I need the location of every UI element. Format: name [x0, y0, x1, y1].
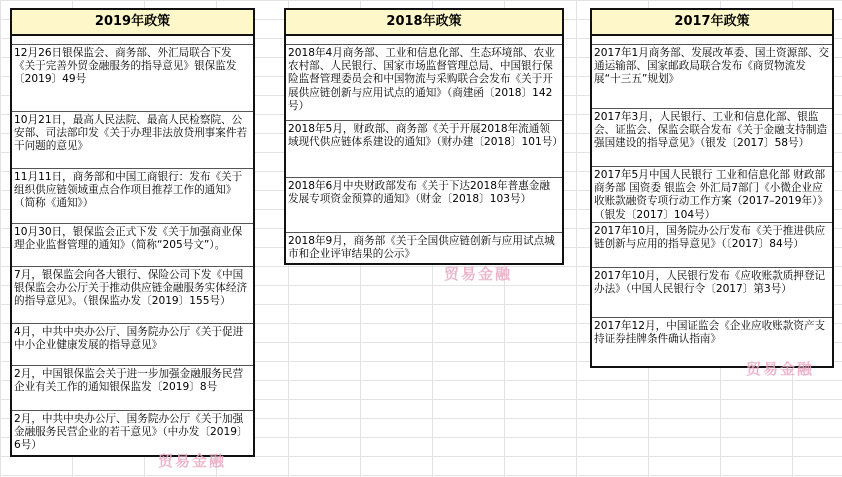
policy-cell: 2017年12月，中国证监会《企业应收账款资产支持证券挂牌条件确认指南》 [594, 320, 826, 346]
policy-cell: 10月30日，银保监会正式下发《关于加强商业保理企业监督管理的通知》（简称“205号文”）。 [12, 224, 253, 267]
spacer-row [12, 36, 253, 45]
policy-cell: 7月，银保监会向各大银行、保险公司下发《中国银保监会办公厅关于推动供应链金融服务实体经济的指导意见》。（银保监办发〔2019〕155号） [12, 267, 253, 324]
policy-cell: 2月，中共中央办公厅、国务院办公厅《关于加强金融服务民营企业的若干意见》（中办发〔2019〕6号） [14, 413, 248, 452]
policy-cell: 12月26日银保监会、商务部、外汇局联合下发《关于完善外贸金融服务的指导意见》银保监发〔2019〕49号 [12, 45, 253, 112]
policy-cell: 2018年4月商务部、工业和信息化部、生态环境部、农业农村部、人民银行、国家市场监督管理总局、中国银行保险监督管理委员会和中国物流与采购联合会发布《关于开展供应链创新与应用试点的通知》（商建函〔2018〕142号） [286, 45, 562, 121]
policy-cell: 11月11日，商务部和中国工商银行：发布《关于组织供应链领域重点合作项目推荐工作的通知》（简称《通知》） [12, 169, 253, 224]
policy-cell: 2017年10月，国务院办公厅发布《关于推进供应链创新与应用的指导意见》（〔2017〕84号） [592, 223, 832, 268]
watermark: 贸易金融 [444, 265, 513, 283]
policy-cell: 2017年3月，人民银行、工业和信息化部、银监会、证监会、保监会联合发布《关于金融支持制造强国建设的指导意见》（银发〔2017〕58号） [592, 109, 832, 167]
watermark: 贸易金融 [746, 360, 815, 378]
policy-cell: 2018年5月，财政部、商务部《关于开展2018年流通领域现代供应链体系建设的通知》（财办建〔2018〕101号） [286, 121, 562, 178]
policy-cell: 2017年1月商务部、发展改革委、国土资源部、交通运输部、国家邮政局联合发布《商贸物流发展“十三五”规划》 [592, 45, 832, 109]
column-header-2018: 2018年政策 [286, 10, 562, 36]
column-2018 [284, 8, 564, 265]
column-2017 [590, 8, 834, 368]
policy-cell: 2017年5月中国人民银行 工业和信息化部 财政部 商务部 国资委 银监会 外汇局7部门《小微企业应收账款融资专项行动工作方案（2017–2019年）》（银发〔2017〕104号） [592, 167, 832, 223]
column-header-2017: 2017年政策 [592, 10, 832, 36]
spacer-row [592, 36, 832, 45]
column-header-2019: 2019年政策 [12, 10, 253, 36]
policy-cell: 10月21日，最高人民法院、最高人民检察院、公安部、司法部印发《关于办理非法放贷刑事案件若干问题的意见》 [12, 112, 253, 169]
column-2019 [10, 8, 255, 457]
spacer-row [286, 36, 562, 45]
policy-cell: 2017年10月，人民银行发布《应收账款质押登记办法》（中国人民银行令〔2017〕第3号） [592, 268, 832, 318]
watermark: 贸易金融 [158, 452, 227, 470]
policy-cell: 2018年9月，商务部《关于全国供应链创新与应用试点城市和企业评审结果的公示》 [288, 235, 555, 261]
policy-cell: 4月，中共中央办公厅、国务院办公厅《关于促进中小企业健康发展的指导意见》 [12, 324, 253, 366]
policy-cell: 2018年6月中央财政部发布《关于下达2018年普惠金融发展专项资金预算的通知》（财金〔2018〕103号） [286, 178, 562, 233]
policy-cell: 2月，中国银保监会关于进一步加强金融服务民营企业有关工作的通知银保监发〔2019〕8号 [12, 366, 253, 411]
